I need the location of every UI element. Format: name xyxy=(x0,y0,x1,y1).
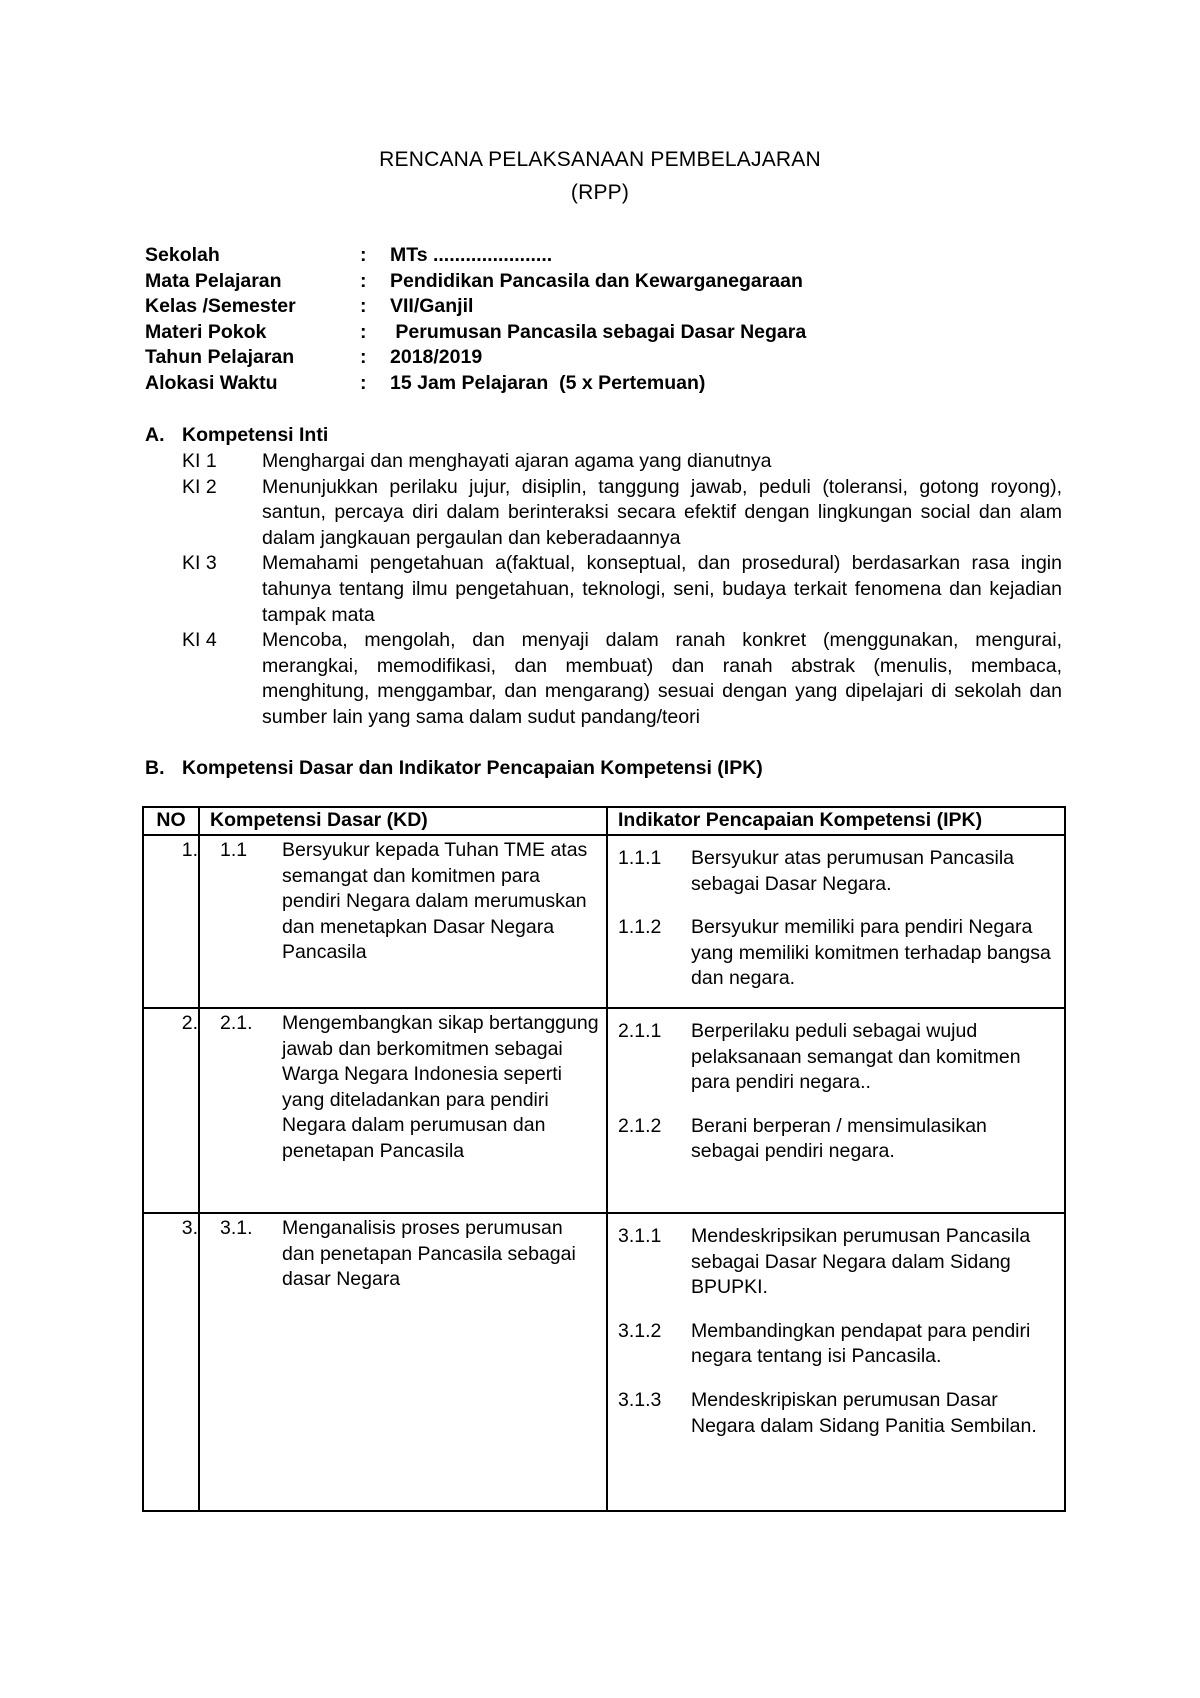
table-row xyxy=(143,1213,1065,1511)
kompetensi-inti-list xyxy=(182,449,1062,731)
row-number: 3. xyxy=(181,1217,198,1239)
identity-label: Kelas /Semester xyxy=(145,295,296,318)
ipk-code: 2.1.2 xyxy=(618,1114,662,1137)
ipk-text: Berperilaku peduli sebagai wujud pelaksanaan semangat dan komitmen para pendiri negara.. xyxy=(691,1020,1021,1094)
table-row xyxy=(143,835,1065,1008)
header-kd: Kompetensi Dasar (KD) xyxy=(199,807,607,835)
identity-value: MTs ...................... xyxy=(390,244,553,266)
ipk-code: 3.1.1 xyxy=(618,1225,662,1247)
ipk-item xyxy=(618,1114,1056,1165)
ipk-code: 1.1.1 xyxy=(618,847,662,869)
ipk-code: 3.1.3 xyxy=(618,1388,662,1411)
identity-colon: : xyxy=(360,269,367,292)
kd-code: 2.1. xyxy=(220,1012,253,1034)
kd-text: Mengembangkan sikap bertanggung jawab dan berkomitmen sebagai Warga Negara Indonesia seperti yang diteladankan para pendiri Negara dalam perumusan dan penetapan Pancasila xyxy=(282,1012,599,1162)
identity-value: 15 Jam Pelajaran (5 x Pertemuan) xyxy=(390,371,706,394)
identity-label: Tahun Pelajaran xyxy=(145,346,295,369)
ipk-text: Bersyukur memiliki para pendiri Negara yang memiliki komitmen terhadap bangsa dan negara. xyxy=(691,916,1051,990)
section-letter: B. xyxy=(145,757,165,779)
identity-label: Sekolah xyxy=(145,244,220,266)
ipk-item xyxy=(618,1224,1056,1301)
row-number: 2. xyxy=(181,1012,198,1034)
ki-text: Menghargai dan menghayati ajaran agama yang dianutnya xyxy=(262,450,772,472)
identity-label: Mata Pelajaran xyxy=(145,269,282,292)
ipk-code: 3.1.2 xyxy=(618,1319,662,1342)
header-no: NO xyxy=(143,807,199,835)
identity-value: Pendidikan Pancasila dan Kewarganegaraan xyxy=(390,269,803,292)
ki-item xyxy=(182,628,1062,730)
ki-item xyxy=(182,449,1062,475)
section-letter: A. xyxy=(145,424,165,446)
ki-text: Mencoba, mengolah, dan menyaji dalam ranah konkret (menggunakan, mengurai, merangkai, memodifikasi, dan membuat) dan ranah abstrak (menulis, membaca, menghitung, menggambar, dan mengarang) sesuai dengan yang dipelajari di sekolah dan sumber lain yang sama dalam sudut pandang/teori xyxy=(262,629,1062,728)
ipk-item xyxy=(618,915,1056,992)
ki-code: KI 1 xyxy=(182,450,217,472)
document-title: RENCANA PELAKSANAAN PEMBELAJARAN xyxy=(379,148,821,171)
table-row xyxy=(143,1008,1065,1213)
row-number-cell xyxy=(143,1008,199,1213)
ipk-item xyxy=(618,1388,1056,1439)
ki-code: KI 3 xyxy=(182,552,217,575)
identity-colon: : xyxy=(360,371,367,394)
identity-value: VII/Ganjil xyxy=(390,295,474,318)
kd-code: 3.1. xyxy=(220,1217,253,1239)
ipk-text: Membandingkan pendapat para pendiri negara tentang isi Pancasila. xyxy=(691,1319,1031,1368)
ipk-cell xyxy=(607,1213,1065,1511)
ipk-cell xyxy=(607,1008,1065,1213)
row-number-cell xyxy=(143,1213,199,1511)
identity-colon: : xyxy=(360,346,367,369)
kd-ipk-table xyxy=(142,806,1066,1512)
ipk-text: Bersyukur atas perumusan Pancasila sebagai Dasar Negara. xyxy=(691,847,1014,895)
header-ipk: Indikator Pencapaian Kompetensi (IPK) xyxy=(607,807,1065,835)
ki-item xyxy=(182,475,1062,552)
ipk-item xyxy=(618,1019,1056,1096)
identity-value: 2018/2019 xyxy=(390,346,483,369)
kd-cell xyxy=(199,1008,607,1213)
ki-item xyxy=(182,551,1062,628)
ipk-text: Mendeskripiskan perumusan Dasar Negara dalam Sidang Panitia Sembilan. xyxy=(691,1388,1037,1437)
identity-label: Alokasi Waktu xyxy=(145,371,278,394)
ipk-item xyxy=(618,1319,1056,1370)
kd-cell xyxy=(199,835,607,1008)
kd-text: Menganalisis proses perumusan dan penetapan Pancasila sebagai dasar Negara xyxy=(282,1217,576,1291)
document-subtitle: (RPP) xyxy=(570,181,630,204)
identity-colon: : xyxy=(360,320,367,343)
ki-text: Memahami pengetahuan a(faktual, konseptual, dan prosedural) berdasarkan rasa ingin tahunya tentang ilmu pengetahuan, teknologi, seni, budaya terkait fenomena dan kejadian tampak mata xyxy=(262,552,1062,626)
ki-text: Menunjukkan perilaku jujur, disiplin, tanggung jawab, peduli (toleransi, gotong royong), santun, percaya diri dalam berinteraksi secara efektif dengan lingkungan social dan alam dalam jangkauan pergaulan dan keberadaannya xyxy=(262,475,1062,549)
ipk-code: 1.1.2 xyxy=(618,916,662,939)
kd-cell xyxy=(199,1213,607,1511)
ipk-item xyxy=(618,846,1056,897)
table-header-row xyxy=(143,807,1065,835)
ki-code: KI 2 xyxy=(182,475,217,498)
ipk-text: Mendeskripsikan perumusan Pancasila sebagai Dasar Negara dalam Sidang BPUPKI. xyxy=(691,1225,1031,1299)
row-number-cell xyxy=(143,835,199,1008)
kd-code: 1.1 xyxy=(220,839,248,861)
ipk-code: 2.1.1 xyxy=(618,1020,662,1042)
identity-colon: : xyxy=(360,295,367,318)
ipk-text: Berani berperan / mensimulasikan sebagai pendiri negara. xyxy=(691,1114,987,1163)
section-title: Kompetensi Inti xyxy=(182,424,329,446)
row-number: 1. xyxy=(181,839,198,861)
identity-colon: : xyxy=(360,244,367,266)
identity-value: Perumusan Pancasila sebagai Dasar Negara xyxy=(390,320,807,343)
identity-label: Materi Pokok xyxy=(145,320,267,343)
ki-code: KI 4 xyxy=(182,629,217,652)
ipk-cell xyxy=(607,835,1065,1008)
kd-text: Bersyukur kepada Tuhan TME atas semangat dan komitmen para pendiri Negara dalam merumuskan dan menetapkan Dasar Negara Pancasila xyxy=(282,839,588,964)
section-title: Kompetensi Dasar dan Indikator Pencapaian Kompetensi (IPK) xyxy=(182,757,763,779)
